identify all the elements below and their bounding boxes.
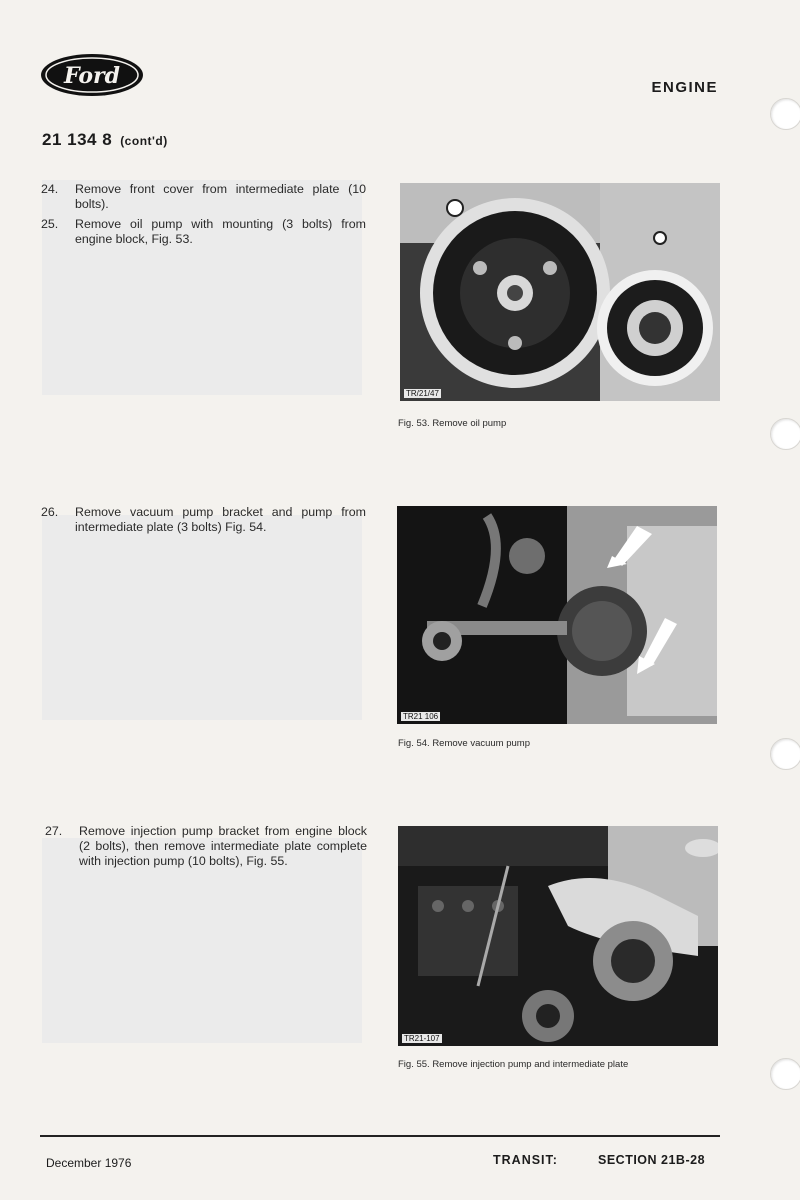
step-text: Remove oil pump with mounting (3 bolts) from engine block, Fig. 53. [75,217,366,246]
figure-53-caption: Fig. 53. Remove oil pump [398,418,507,429]
figure-55-label: TR21-107 [404,1034,440,1043]
section-title: ENGINE [651,79,718,96]
figure-54-label: TR21 106 [403,712,439,721]
step-number: 24. [41,182,59,196]
step-text: Remove front cover from intermediate plate (10 bolts). [75,182,366,211]
figure-54-photo [397,506,717,724]
step-26 [41,505,366,535]
step-24 [41,182,366,212]
binder-hole [770,1058,800,1090]
step-text: Remove injection pump bracket from engine block (2 bolts), then remove intermediate plate complete with injection pump (10 bolts), Fig. 55. [79,824,367,868]
footer-section: SECTION 21B-28 [598,1153,706,1167]
figure-54-caption: Fig. 54. Remove vacuum pump [398,738,531,749]
figure-55-photo [398,826,718,1046]
step-27 [45,824,367,869]
bleed-through-image-2 [42,515,362,720]
footer-divider [40,1135,720,1137]
binder-hole [770,738,800,770]
binder-hole [770,98,800,130]
step-25 [41,217,366,247]
ford-logo-wordmark: Ford [63,63,121,89]
procedure-number: 21 134 8 [42,130,113,149]
binder-hole [770,418,800,450]
figure-53-photo [400,183,720,401]
figure-55-caption: Fig. 55. Remove injection pump and intermediate plate [398,1059,629,1070]
footer-model: TRANSIT: [493,1153,558,1167]
step-number: 25. [41,217,59,231]
procedure-continued: (cont'd) [120,134,168,148]
bleed-through-image-1 [42,180,362,395]
figure-53-label: TR/21/47 [406,389,439,398]
step-text: Remove vacuum pump bracket and pump from intermediate plate (3 bolts) Fig. 54. [75,505,366,534]
procedure-heading [42,130,168,150]
ford-logo [40,53,144,97]
footer-date: December 1976 [46,1156,132,1170]
step-number: 27. [45,824,63,838]
step-number: 26. [41,505,59,519]
